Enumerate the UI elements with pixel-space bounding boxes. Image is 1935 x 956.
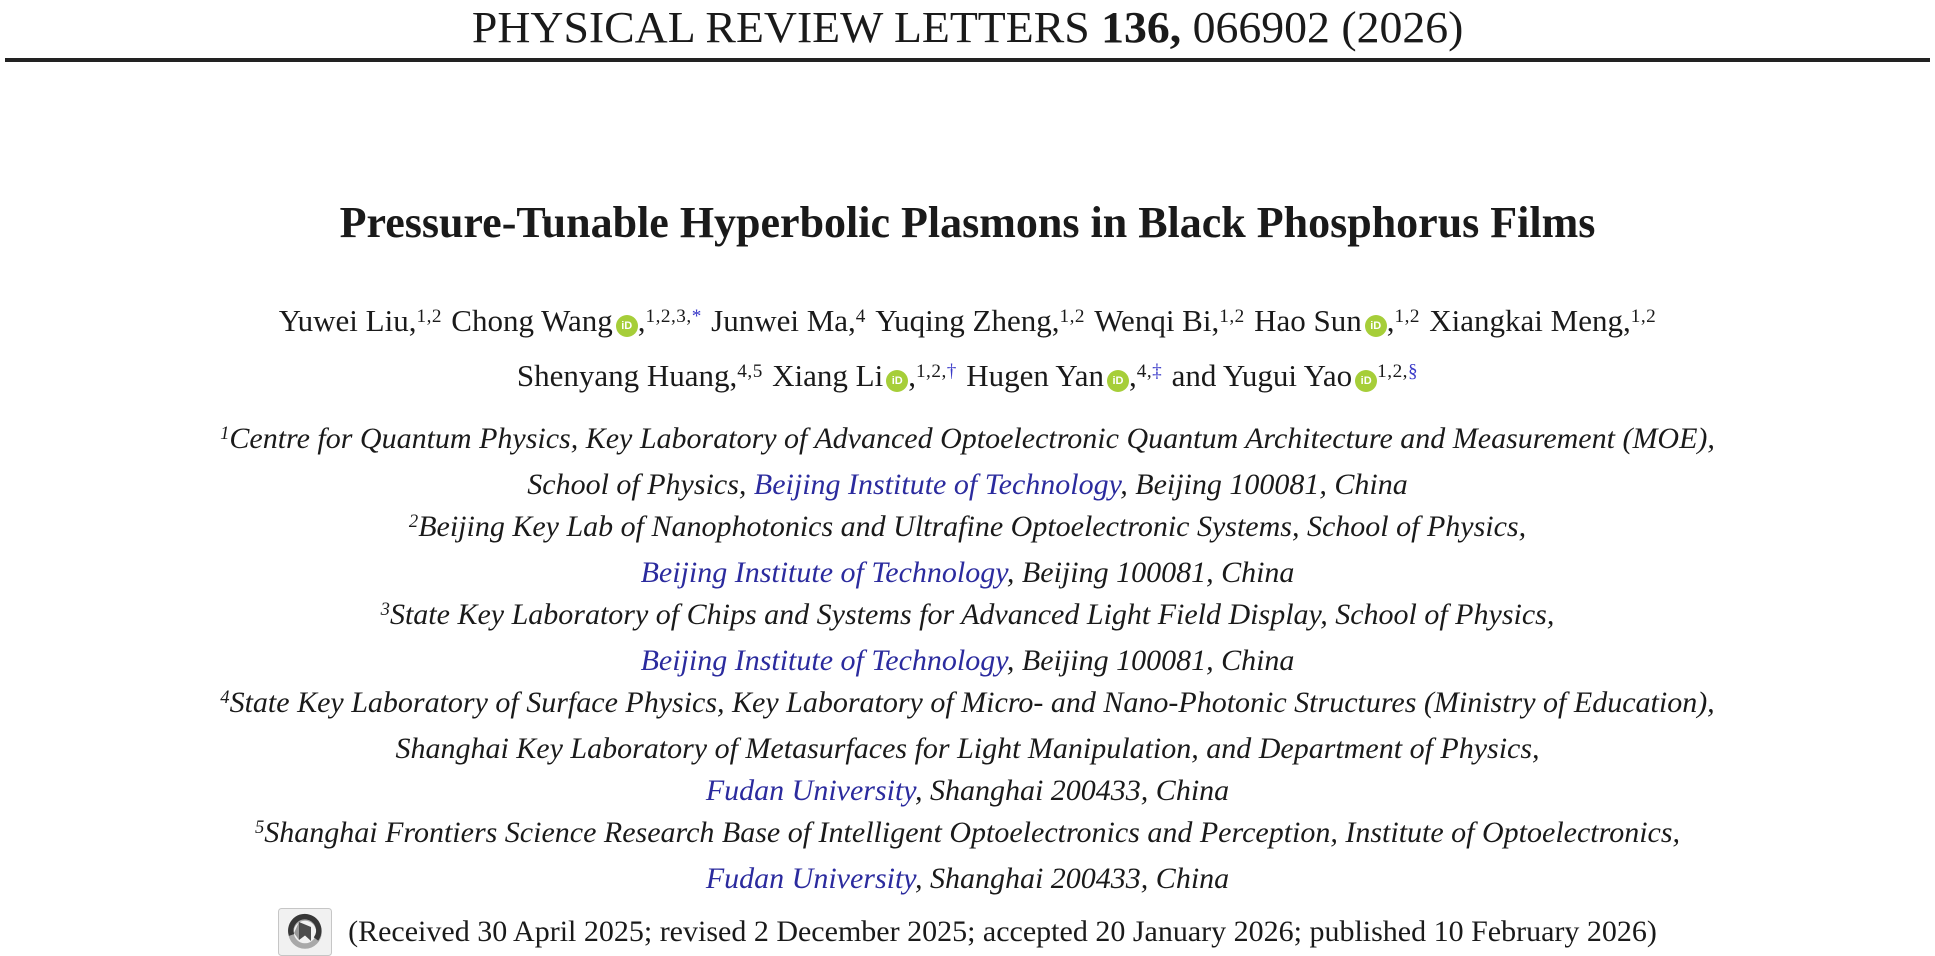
author-affiliation-superscript: 4,‡ (1136, 360, 1163, 382)
author: Xiang Li iD ,$^{1,2,\dagger}$ (772, 358, 957, 393)
author-name: Shenyang Huang (516, 358, 730, 393)
journal-title-line (0, 0, 1935, 58)
paper-title: Pressure-Tunable Hyperbolic Plasmons in Black Phosphorus Films (339, 198, 1596, 247)
footnote-symbol-link[interactable]: † (946, 360, 957, 382)
affiliation-line (0, 770, 1935, 812)
author-line (0, 296, 1935, 351)
affiliation-text: , Beijing 100081, China (1006, 556, 1295, 589)
institution-link[interactable]: Beijing Institute of Technology (640, 556, 1007, 589)
institution-link[interactable]: Beijing Institute of Technology (753, 468, 1121, 501)
affiliation-number: 3 (380, 599, 390, 621)
author: Wenqi Bi,$^{1,2}$ (1094, 303, 1245, 338)
author-name: Xiangkai Meng (1429, 303, 1623, 338)
affiliation-text: Shanghai Key Laboratory of Metasurfaces for Light Manipulation, and Department of Physics, (395, 732, 1540, 765)
author: Yuwei Liu,$^{1,2}$ (278, 303, 442, 338)
affiliation-text: State Key Laboratory of Surface Physics, Key Laboratory of Micro- and Nano-Photonic Structures (Ministry of Education), (229, 686, 1715, 719)
author-name: Xiang Li (772, 358, 884, 393)
author-name: Yuwei Liu (278, 303, 409, 338)
received-dates: (Received 30 April 2025; revised 2 December 2025; accepted 20 January 2026; published 10 February 2026) (348, 915, 1657, 948)
orcid-icon[interactable]: iD (886, 370, 908, 392)
affiliation-line (0, 506, 1935, 552)
orcid-icon[interactable]: iD (1365, 315, 1387, 337)
footnote-symbol-link[interactable]: * (691, 305, 702, 327)
author: Xiangkai Meng,$^{1,2}$ (1429, 303, 1657, 338)
affiliation-line (0, 418, 1935, 464)
author: Hugen Yan iD ,$^{4,\ddagger}$ (966, 358, 1163, 393)
orcid-icon[interactable]: iD (616, 315, 638, 337)
author-affiliation-superscript: 1,2 (1394, 305, 1420, 327)
affiliation-line (0, 640, 1935, 682)
author-affiliation-superscript: 4,5 (737, 360, 763, 382)
header-rule (5, 58, 1930, 62)
author-name: Hao Sun (1254, 303, 1362, 338)
author: Shenyang Huang,$^{4,5}$ (516, 358, 763, 393)
author-affiliation-superscript: 1,2,† (915, 360, 957, 382)
author: Chong Wang iD ,$^{1,2,3,*}$ (451, 303, 702, 338)
footnote-symbol-link[interactable]: § (1407, 360, 1419, 382)
institution-link[interactable]: Fudan University (705, 774, 915, 807)
author-name: Wenqi Bi (1094, 303, 1212, 338)
author-name: Yuqing Zheng (875, 303, 1052, 338)
journal-volume: 136, (1100, 3, 1182, 52)
author: and Yugui Yao iD $^{1,2,\S}$ (1171, 358, 1419, 393)
affiliation-line (0, 682, 1935, 728)
journal-article-number: 066902 (2026) (1181, 3, 1464, 52)
author-list (0, 296, 1935, 406)
author: Junwei Ma,$^4$ (711, 303, 866, 338)
affiliation-number: 1 (220, 423, 230, 445)
author-affiliation-superscript: 1,2,3,* (645, 305, 702, 327)
affiliation-list (0, 418, 1935, 900)
crossmark-icon[interactable] (278, 908, 332, 956)
author-name: Yugui Yao (1222, 358, 1353, 393)
author-affiliation-superscript: 1,2 (1630, 305, 1657, 327)
author-name: Hugen Yan (966, 358, 1104, 393)
author-affiliation-superscript: 1,2 (1059, 305, 1085, 327)
journal-title-text (472, 0, 1463, 56)
affiliation-line (0, 552, 1935, 594)
institution-link[interactable]: Beijing Institute of Technology (640, 644, 1007, 677)
author-name: Chong Wang (451, 303, 613, 338)
author: Yuqing Zheng,$^{1,2}$ (875, 303, 1085, 338)
affiliation-line (0, 464, 1935, 506)
journal-name: PHYSICAL REVIEW LETTERS (471, 3, 1101, 52)
author-affiliation-superscript: 4 (855, 305, 866, 327)
affiliation-line (0, 594, 1935, 640)
affiliation-text: , Shanghai 200433, China (914, 774, 1230, 807)
affiliation-line (0, 812, 1935, 858)
affiliation-text: Shanghai Frontiers Science Research Base of Intelligent Optoelectronics and Perception, Institute of Optoelectronics, (264, 816, 1681, 849)
author-name: Junwei Ma (711, 303, 849, 338)
affiliation-text: Beijing Key Lab of Nanophotonics and Ultrafine Optoelectronic Systems, School of Physics, (418, 510, 1527, 543)
affiliation-text: , Beijing 100081, China (1120, 468, 1408, 501)
institution-link[interactable]: Fudan University (705, 862, 915, 895)
affiliation-number: 5 (254, 817, 265, 839)
author-affiliation-superscript: 1,2 (1219, 305, 1245, 327)
affiliation-number: 2 (408, 511, 419, 533)
orcid-icon[interactable]: iD (1107, 370, 1129, 392)
author-affiliation-superscript: 1,2 (416, 305, 442, 327)
affiliation-text: School of Physics, (527, 468, 754, 501)
received-row (0, 908, 1935, 956)
author: Hao Sun iD ,$^{1,2}$ (1254, 303, 1420, 338)
affiliation-text: , Beijing 100081, China (1006, 644, 1295, 677)
affiliation-text: Centre for Quantum Physics, Key Laboratory of Advanced Optoelectronic Quantum Architecture and Measurement (MOE), (229, 422, 1715, 455)
author-line (0, 351, 1935, 406)
affiliation-text: , Shanghai 200433, China (914, 862, 1230, 895)
affiliation-line (0, 728, 1935, 770)
author-affiliation-superscript: 1,2,§ (1377, 360, 1419, 382)
affiliation-number: 4 (220, 687, 230, 709)
affiliation-line (0, 858, 1935, 900)
footnote-symbol-link[interactable]: ‡ (1152, 360, 1163, 382)
affiliation-text: State Key Laboratory of Chips and Systems for Advanced Light Field Display, School of Physics, (389, 598, 1555, 631)
orcid-icon[interactable]: iD (1355, 370, 1377, 392)
journal-banner (0, 0, 1935, 62)
